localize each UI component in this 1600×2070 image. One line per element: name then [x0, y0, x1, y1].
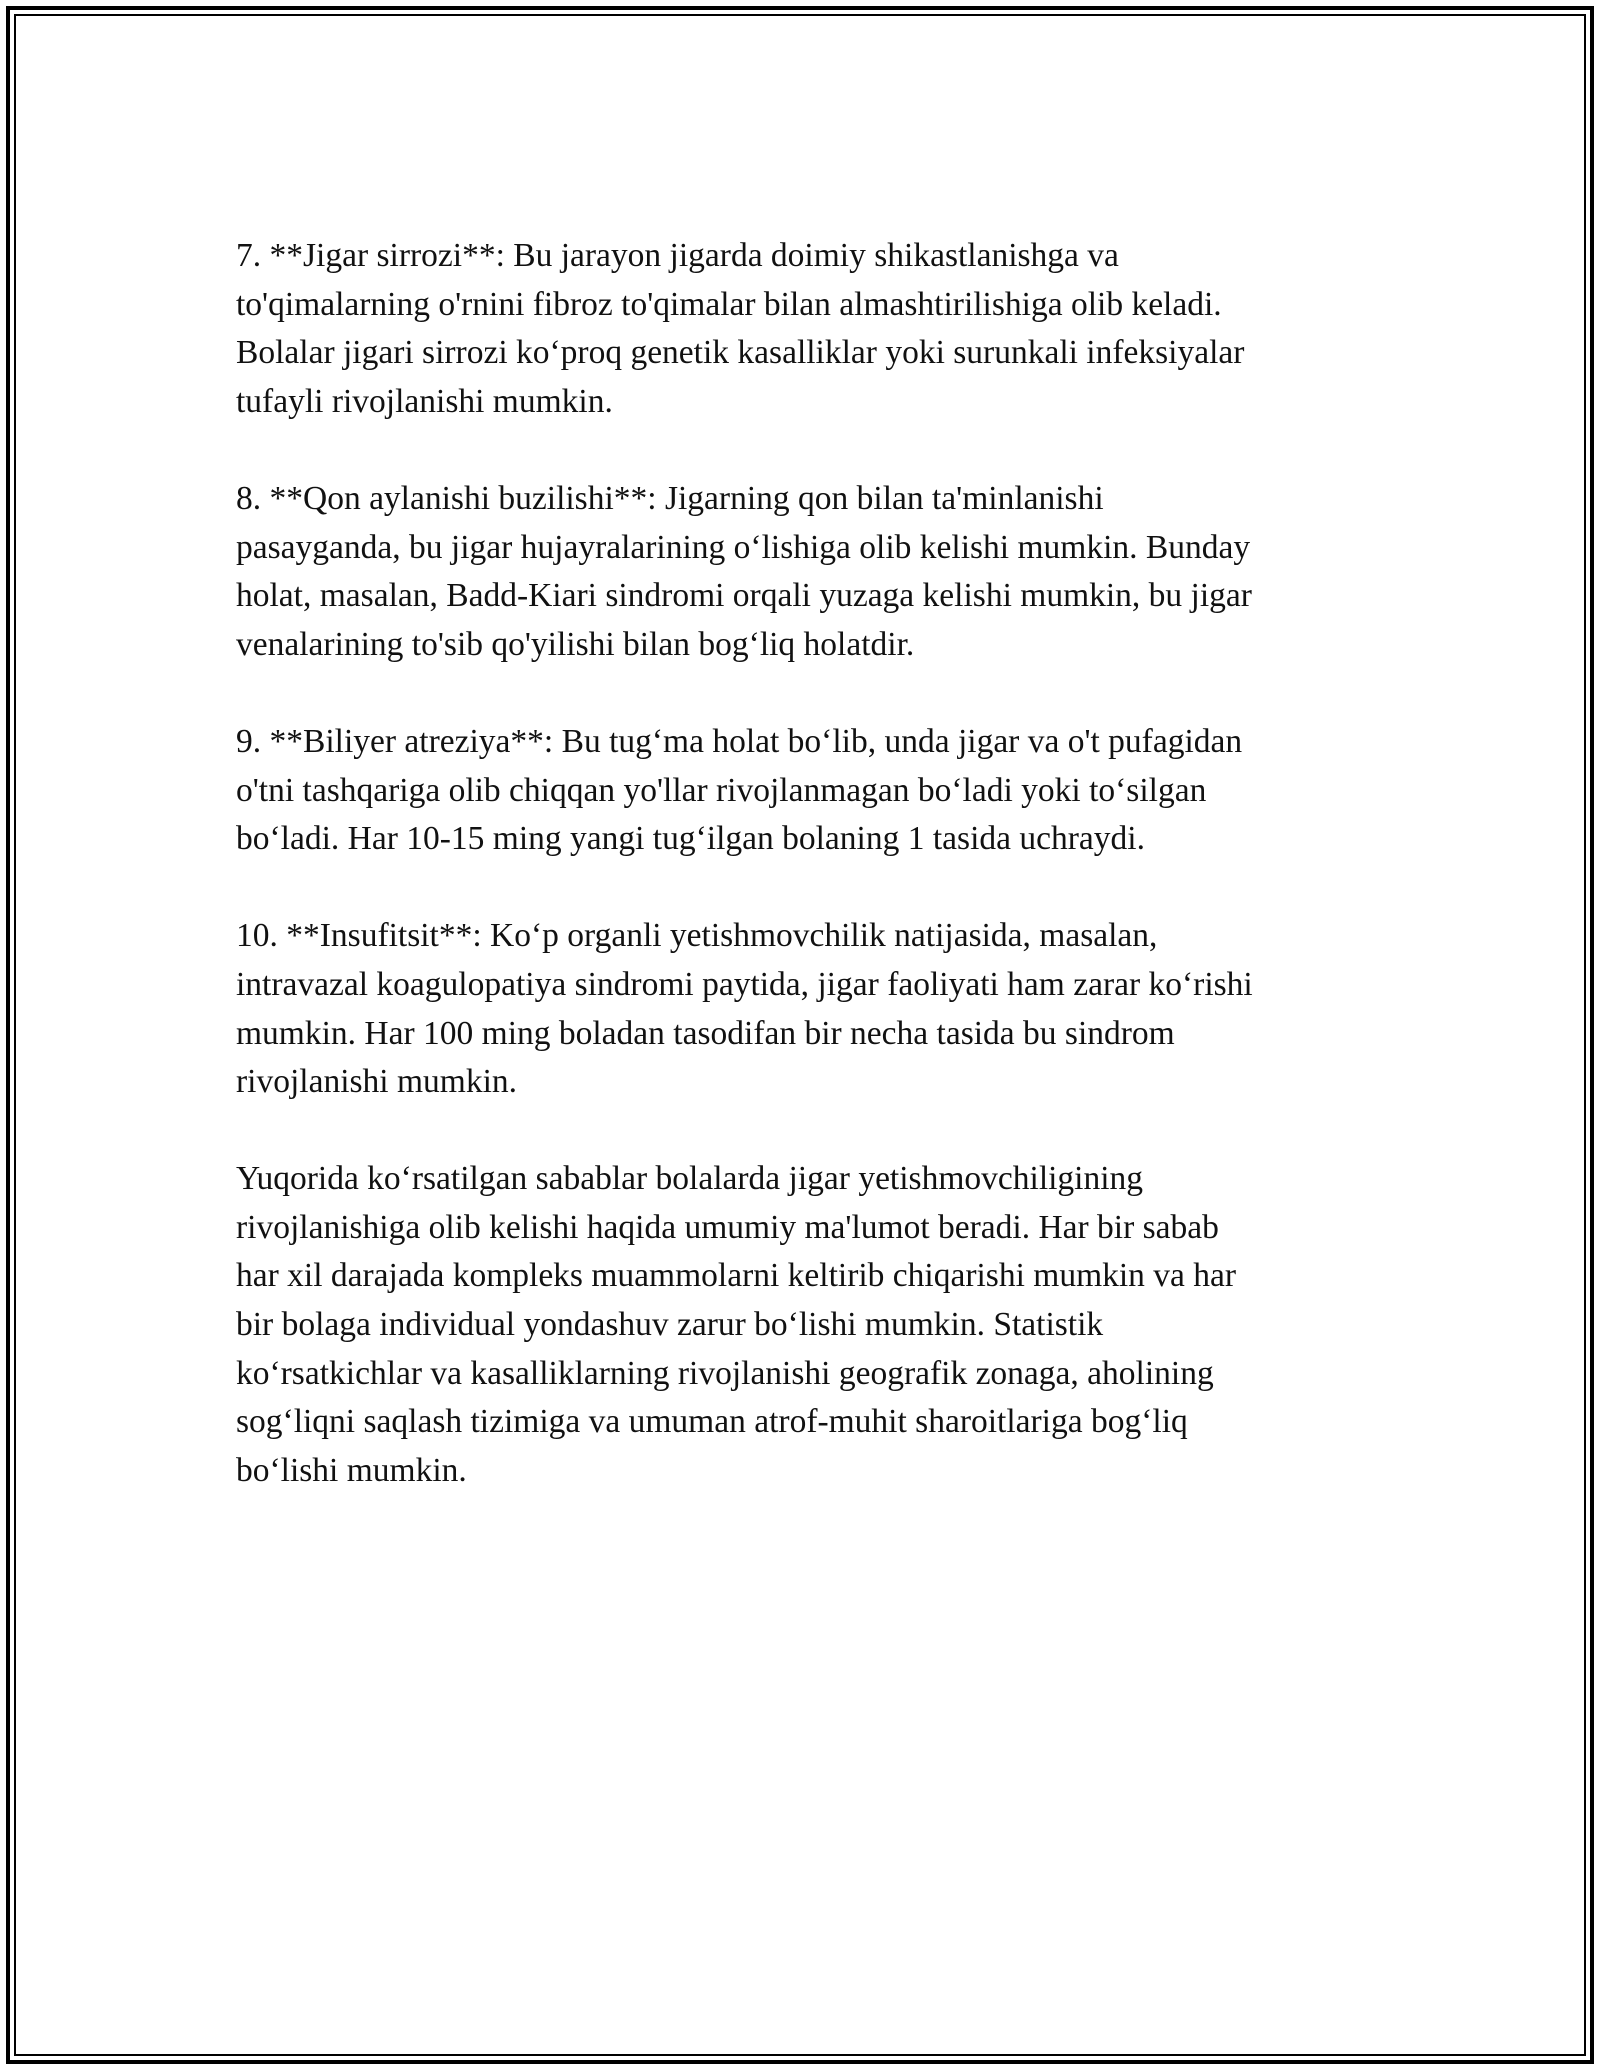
paragraph-insufficiency: 10. **Insufitsit**: Ko‘p organli yetishmovchilik natijasida, masalan, intravazal koagulopatiya sindromi paytida, jigar faoliyati ham zarar ko‘rishi mumkin. Har 100 ming boladan tasodifan bir necha tasida bu sindrom rivojlanishi mumkin. [236, 917, 1253, 1101]
paragraph-biliary-atresia: 9. **Biliyer atreziya**: Bu tug‘ma holat bo‘lib, unda jigar va o't pufagidan o'tni tashqariga olib chiqqan yo'llar rivojlanmagan bo‘ladi yoki to‘silgan bo‘ladi. Har 10-15 ming yangi tug‘ilgan bolaning 1 tasida uchraydi. [236, 722, 1243, 858]
paragraph-circulation-disorder: 8. **Qon aylanishi buzilishi**: Jigarning qon bilan ta'minlanishi pasayganda, bu jigar hujayralarining o‘lishiga olib kelishi mumkin. Bunday holat, masalan, Badd-Kiari sindromi orqali yuzaga kelishi mumkin, bu jigar venalarining to'sib qo'yilishi bilan bog‘liq holatdir. [236, 479, 1252, 663]
paragraph-cirrhosis: 7. **Jigar sirrozi**: Bu jarayon jigarda doimiy shikastlanishga va to'qimalarning o'rnini fibroz to'qimalar bilan almashtirilishiga olib keladi. Bolalar jigari sirrozi ko‘proq genetik kasalliklar yoki surunkali infeksiyalar tufayli rivojlanishi mumkin. [236, 237, 1245, 420]
paragraph-summary: Yuqorida ko‘rsatilgan sabablar bolalarda jigar yetishmovchiligining rivojlanishiga olib kelishi haqida umumiy ma'lumot beradi. Har bir sabab har xil darajada kompleks muammolarni keltirib chiqarishi mumkin va har bir bolaga individual yondashuv zarur bo‘lishi mumkin. Statistik ko‘rsatkichlar va kasalliklarning rivojlanishi geografik zonaga, aholining sog‘liqni saqlash tizimiga va umuman atrof-muhit sharoitlariga bog‘liq bo‘lishi mumkin. [236, 1160, 1237, 1489]
document-body [236, 232, 1360, 1544]
